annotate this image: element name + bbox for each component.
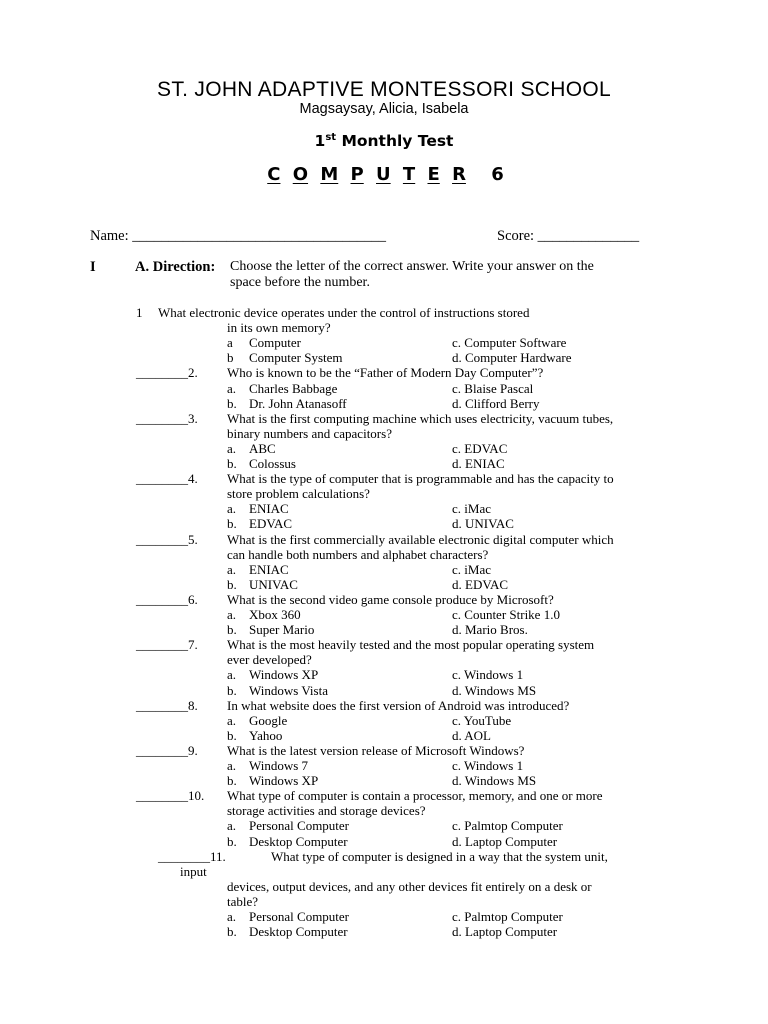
question-text: binary numbers and capacitors? — [227, 425, 392, 441]
question-text: store problem calculations? — [227, 486, 370, 502]
answer-blank[interactable]: ________11. — [158, 848, 226, 864]
option-text: Computer — [249, 335, 301, 351]
option-text: Dr. John Atanasoff — [249, 395, 347, 411]
option-text: Windows 7 — [249, 758, 309, 773]
question-text: devices, output devices, and any other devices fit entirely on a desk or — [227, 878, 592, 894]
question-text: in its own memory? — [227, 320, 331, 336]
name-field[interactable]: Name: ___________________________________ — [90, 228, 387, 244]
option-letter: a. — [227, 607, 237, 622]
answer-blank[interactable]: ________4. — [136, 471, 198, 487]
question-number: 1 — [136, 305, 143, 320]
question-text: What is the first computing machine which uses electricity, vacuum tubes, — [227, 410, 614, 426]
option-text: ENIAC — [249, 561, 289, 577]
option-text: c. iMac — [452, 561, 491, 577]
option-text: Personal Computer — [249, 909, 350, 924]
question-text: ever developed? — [227, 652, 312, 668]
option-text: d. Clifford Berry — [452, 395, 540, 411]
answer-blank[interactable]: ________9. — [136, 742, 198, 758]
test-ordinal-suffix: st — [325, 132, 337, 143]
option-text: d. UNIVAC — [452, 516, 514, 532]
school-name: ST. JOHN ADAPTIVE MONTESSORI SCHOOL — [157, 78, 611, 101]
option-text: c. Palmtop Computer — [452, 818, 563, 834]
option-text: d. Laptop Computer — [452, 924, 558, 940]
question-text: What is the second video game console produce by Microsoft? — [227, 591, 554, 607]
subject-letter: O — [292, 164, 309, 185]
option-letter: b. — [227, 395, 237, 411]
option-text: Yahoo — [249, 727, 283, 743]
question-text: table? — [227, 893, 259, 909]
test-ordinal: 1 — [314, 132, 326, 150]
option-letter: b. — [227, 924, 237, 940]
option-letter: b. — [227, 576, 237, 592]
option-letter: a. — [227, 758, 237, 773]
option-letter: a. — [227, 667, 237, 683]
option-text: c. Counter Strike 1.0 — [452, 607, 560, 622]
option-text: Desktop Computer — [249, 833, 348, 849]
option-text: c. Windows 1 — [452, 758, 524, 773]
question-text: In what website does the first version of Android was introduced? — [227, 697, 570, 713]
option-text: Personal Computer — [249, 818, 350, 834]
option-text: Charles Babbage — [249, 380, 338, 396]
option-letter: a. — [227, 501, 237, 517]
question-text: What is the most heavily tested and the most popular operating system — [227, 637, 595, 653]
option-letter: a. — [227, 818, 237, 834]
subject-number: 6 — [491, 164, 504, 185]
subject-title — [0, 163, 768, 187]
test-title — [0, 131, 768, 151]
subject-letter: C — [267, 164, 281, 185]
answer-blank[interactable]: ________7. — [136, 637, 198, 653]
answer-blank[interactable]: ________3. — [136, 410, 198, 426]
option-letter: b. — [227, 682, 237, 698]
option-letter: b. — [227, 727, 237, 743]
direction-text: space before the number. — [230, 275, 370, 290]
option-letter: b — [227, 350, 234, 366]
school-address: Magsaysay, Alicia, Isabela — [299, 101, 469, 117]
option-text: EDVAC — [249, 516, 293, 532]
option-text: Windows XP — [249, 773, 319, 789]
subject-letter: U — [376, 164, 391, 185]
question-text: What electronic device operates under the control of instructions stored — [158, 305, 530, 320]
option-text: d. Windows MS — [452, 682, 537, 698]
question-text: What type of computer is designed in a way that the system unit, — [271, 848, 608, 864]
option-text: d. EDVAC — [452, 576, 509, 592]
option-letter: a. — [227, 380, 237, 396]
question-text: What is the latest version release of Microsoft Windows? — [227, 742, 525, 758]
direction-label: A. Direction: — [135, 259, 216, 275]
option-letter: b. — [227, 622, 237, 638]
question-text: What is the type of computer that is programmable and has the capacity to — [227, 471, 614, 487]
subject-letter: P — [350, 164, 364, 185]
option-letter: a. — [227, 712, 237, 728]
answer-blank[interactable]: ________2. — [136, 365, 198, 381]
option-text: Google — [249, 712, 288, 728]
option-text: d. Mario Bros. — [452, 622, 528, 638]
question-text: storage activities and storage devices? — [227, 803, 426, 819]
option-text: d. ENIAC — [452, 456, 505, 471]
option-text: d. Laptop Computer — [452, 833, 558, 849]
option-text: Super Mario — [249, 622, 315, 638]
direction-text: Choose the letter of the correct answer. Write your answer on the — [230, 259, 594, 274]
option-text: c. Computer Software — [452, 335, 567, 351]
question-text: can handle both numbers and alphabet characters? — [227, 546, 489, 562]
option-text: c. Blaise Pascal — [452, 380, 534, 396]
question-text: What type of computer is contain a processor, memory, and one or more — [227, 788, 603, 804]
option-text: Windows Vista — [249, 682, 328, 698]
answer-blank[interactable]: ________5. — [136, 531, 198, 547]
option-letter: a. — [227, 561, 237, 577]
option-text: UNIVAC — [249, 576, 298, 592]
option-letter: a — [227, 335, 233, 351]
option-text: d. Windows MS — [452, 773, 537, 789]
option-text: Computer System — [249, 350, 343, 366]
option-letter: b. — [227, 516, 237, 532]
option-text: c. EDVAC — [452, 440, 508, 456]
section-number: I — [90, 259, 96, 275]
subject-letter: E — [427, 164, 440, 185]
option-text: c. iMac — [452, 501, 491, 517]
question-text: Who is known to be the “Father of Modern Day Computer”? — [227, 365, 544, 381]
question-text: input — [180, 863, 207, 879]
subject-letter: M — [320, 164, 339, 185]
option-text: c. YouTube — [452, 712, 512, 728]
test-title-text: Monthly Test — [336, 132, 454, 150]
question-text: What is the first commercially available electronic digital computer which — [227, 531, 614, 547]
score-field[interactable]: Score: ______________ — [497, 228, 640, 244]
option-letter: b. — [227, 773, 237, 789]
option-letter: b. — [227, 833, 237, 849]
option-text: ABC — [249, 440, 276, 456]
option-text: d. Computer Hardware — [452, 350, 572, 366]
option-text: c. Palmtop Computer — [452, 909, 563, 924]
option-text: Windows XP — [249, 667, 319, 683]
option-text: c. Windows 1 — [452, 667, 524, 683]
option-text: ENIAC — [249, 501, 289, 517]
option-letter: a. — [227, 440, 237, 456]
option-text: Colossus — [249, 456, 296, 471]
option-text: d. AOL — [452, 727, 491, 743]
answer-blank[interactable]: ________8. — [136, 697, 198, 713]
option-text: Desktop Computer — [249, 924, 348, 940]
answer-blank[interactable]: ________10. — [136, 788, 205, 804]
subject-letter: R — [452, 164, 466, 185]
option-text: Xbox 360 — [249, 607, 301, 622]
subject-letter: T — [402, 164, 416, 185]
option-letter: b. — [227, 456, 237, 471]
answer-blank[interactable]: ________6. — [136, 591, 198, 607]
option-letter: a. — [227, 909, 237, 924]
